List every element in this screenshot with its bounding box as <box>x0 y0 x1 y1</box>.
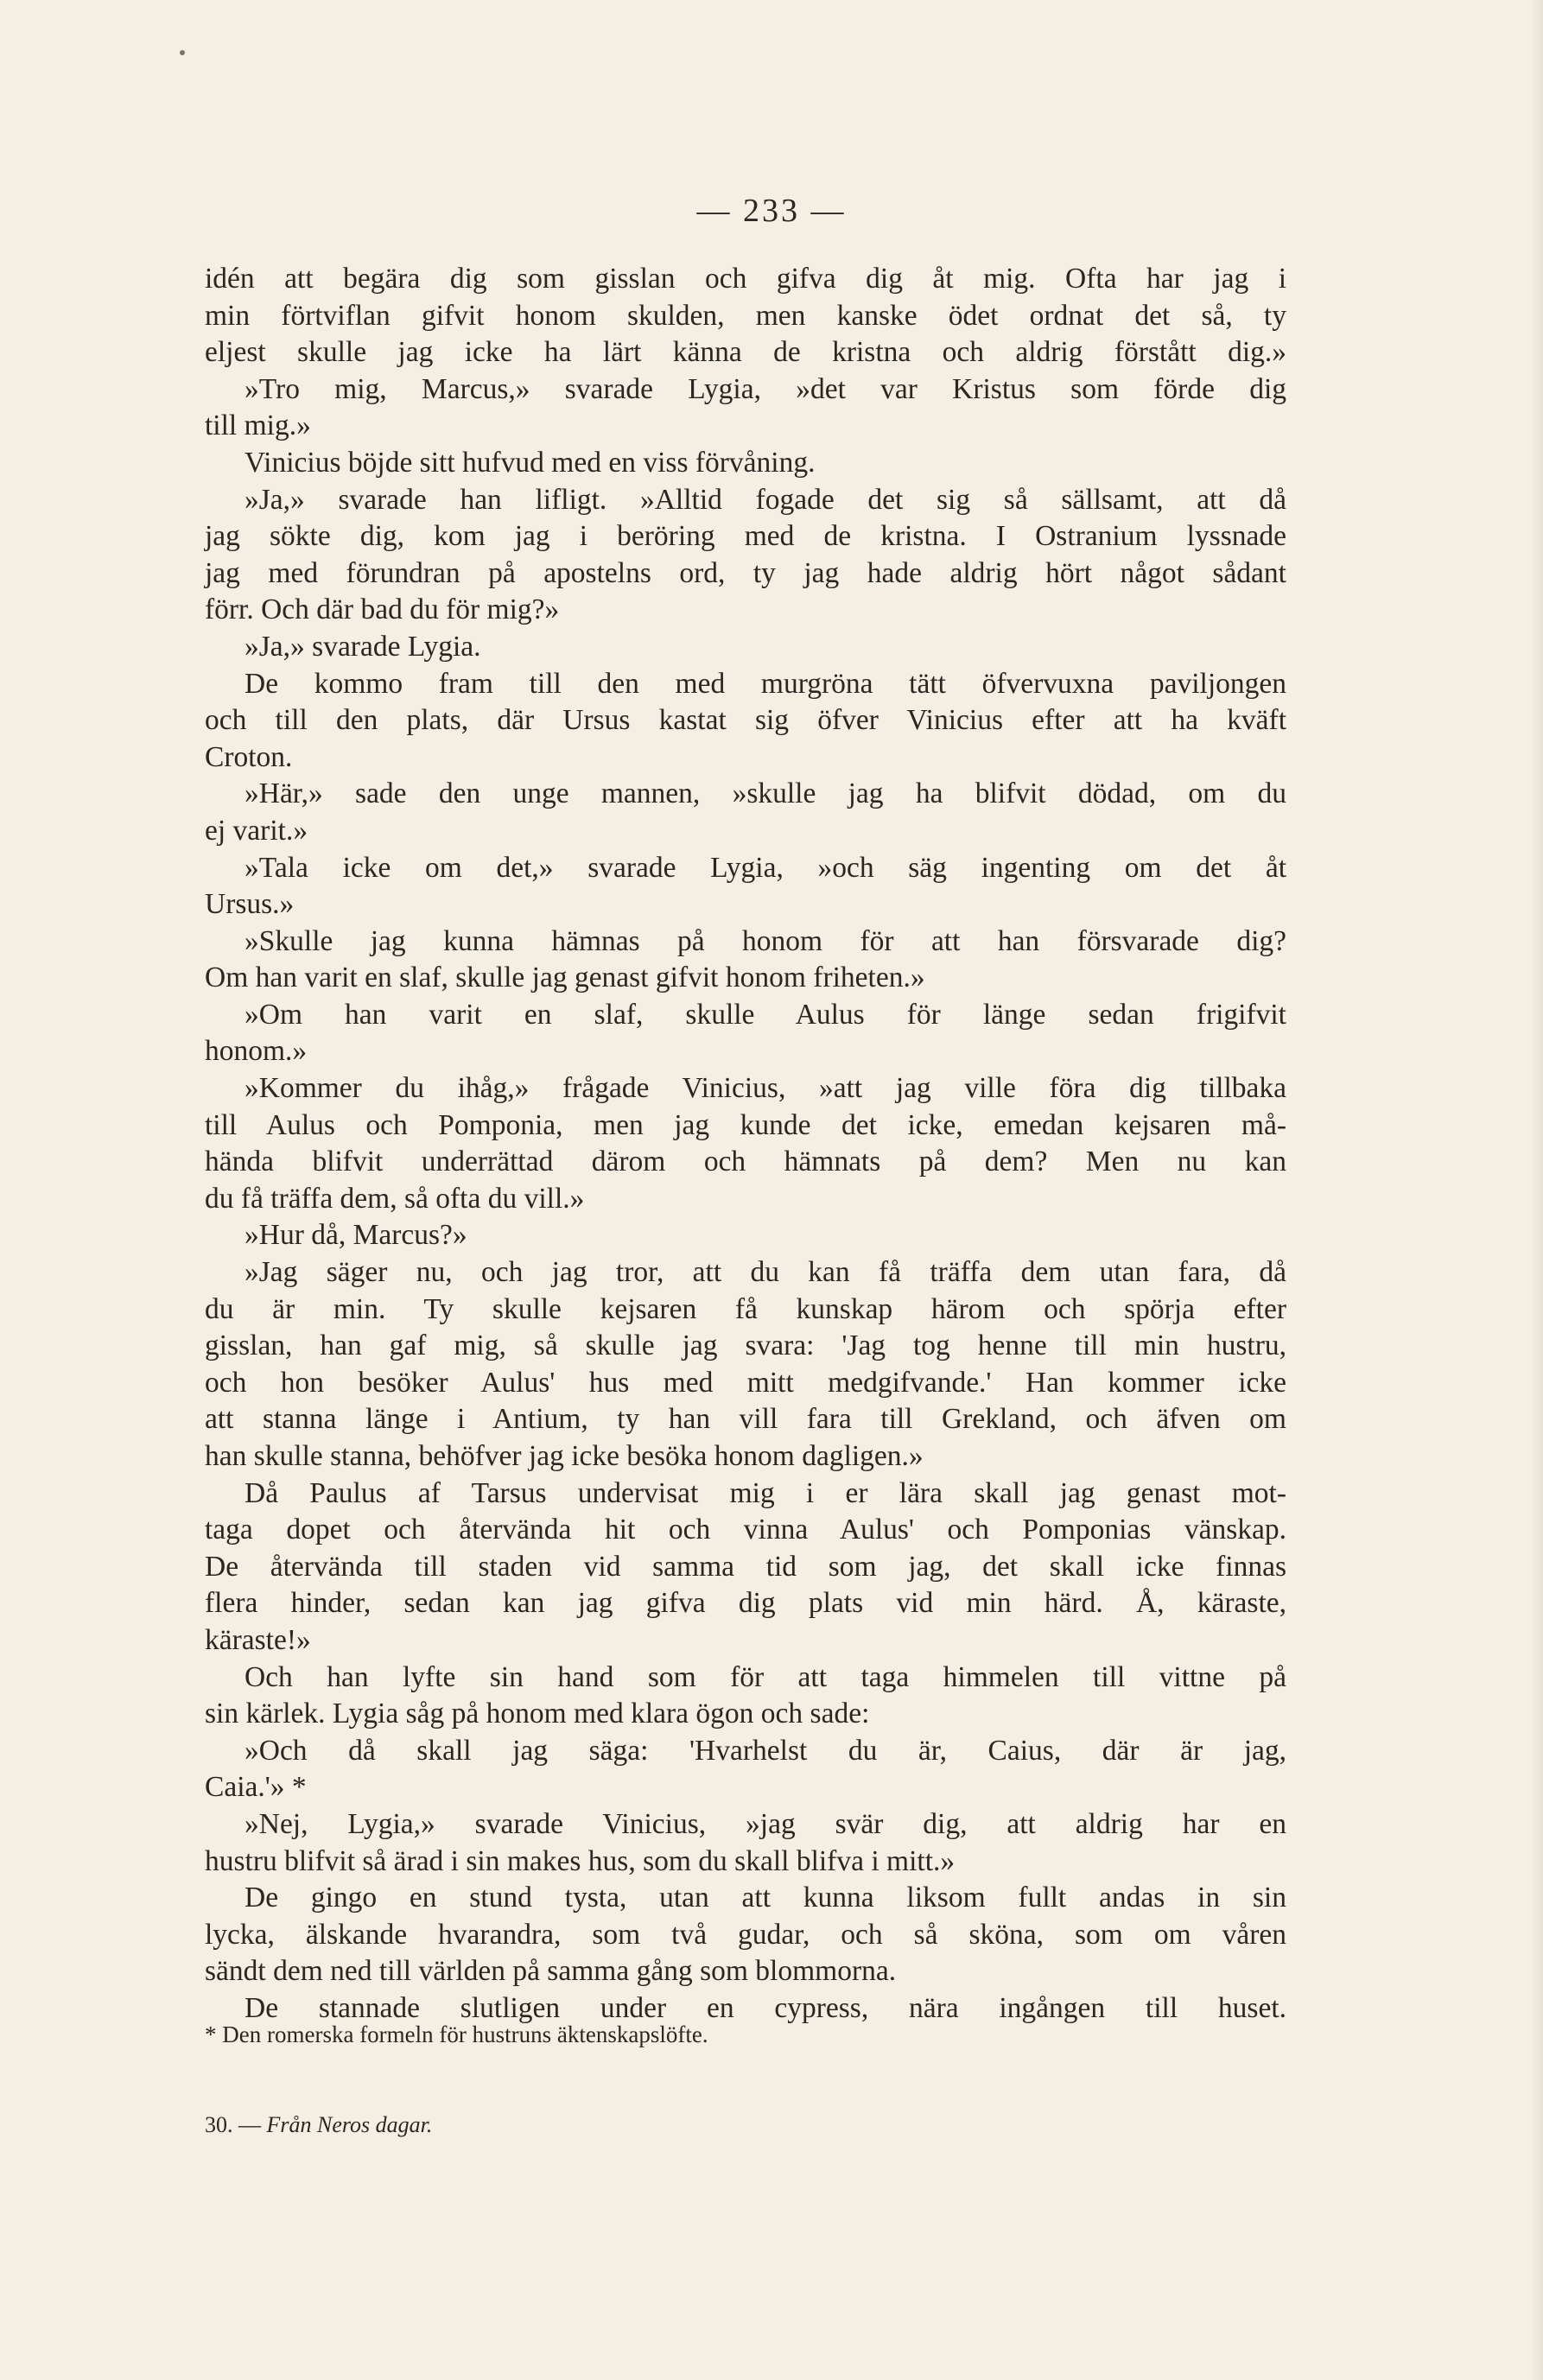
text-line: Om han varit en slaf, skulle jag genast gifvit honom friheten.» <box>205 962 925 994</box>
signature-sheet-number: 30. <box>205 2112 233 2137</box>
text-line: eljest skulle jag icke ha lärt känna de kristna och aldrig förstått dig.» <box>205 336 1286 369</box>
signature-book-title: Från Neros dagar. <box>266 2112 433 2137</box>
text-line: Vinicius böjde sitt hufvud med en viss förvåning. <box>244 446 816 479</box>
text-line: sändt dem ned till världen på samma gång som blommorna. <box>205 1955 897 1988</box>
text-line: lycka, älskande hvarandra, som två gudar, och så sköna, som om våren <box>205 1918 1286 1951</box>
text-line: De återvända till staden vid samma tid som jag, det skall icke finnas <box>205 1550 1286 1583</box>
text-line: De gingo en stund tysta, utan att kunna liksom fullt andas in sin <box>244 1882 1286 1914</box>
text-line: De stannade slutligen under en cypress, nära ingången till huset. <box>244 1991 1286 2024</box>
text-line: Då Paulus af Tarsus undervisat mig i er lära skall jag genast mot- <box>244 1476 1286 1509</box>
text-line: »Tro mig, Marcus,» svarade Lygia, »det var Kristus som förde dig <box>244 372 1286 405</box>
text-line: idén att begära dig som gisslan och gifva dig åt mig. Ofta har jag i <box>205 263 1286 295</box>
body-text <box>205 261 1286 2028</box>
text-line: till mig.» <box>205 409 311 442</box>
text-line: min förtviflan gifvit honom skulden, men kanske ödet ordnat det så, ty <box>205 299 1286 332</box>
text-line: »Kommer du ihåg,» frågade Vinicius, »att jag ville föra dig tillbaka <box>244 1072 1286 1105</box>
printer-signature <box>205 2108 432 2142</box>
text-line: »Och då skall jag säga: 'Hvarhelst du är, Caius, där är jag, <box>244 1734 1286 1767</box>
text-line: »Ja,» svarade han lifligt. »Alltid fogade det sig så sällsamt, att då <box>244 483 1286 516</box>
text-line: »Hur då, Marcus?» <box>244 1219 467 1252</box>
text-line: käraste!» <box>205 1623 311 1656</box>
text-line: »Här,» sade den unge mannen, »skulle jag ha blifvit dödad, om du <box>244 777 1286 810</box>
text-line: ej varit.» <box>205 814 308 847</box>
text-line: Och han lyfte sin hand som för att taga himmelen till vittne på <box>244 1660 1286 1693</box>
text-line: och till den plats, där Ursus kastat sig öfver Vinicius efter att ha kväft <box>205 704 1286 737</box>
text-line: Ursus.» <box>205 888 295 921</box>
text-line: gisslan, han gaf mig, så skulle jag svara: 'Jag tog henne till min hustru, <box>205 1330 1286 1362</box>
text-line: förr. Och där bad du för mig?» <box>205 593 560 626</box>
text-line: han skulle stanna, behöfver jag icke besöka honom dagligen.» <box>205 1440 924 1472</box>
text-line: »Tala icke om det,» svarade Lygia, »och säg ingenting om det åt <box>244 851 1286 884</box>
signature-dash: — <box>238 2112 261 2137</box>
text-line: du är min. Ty skulle kejsaren få kunskap härom och spörja efter <box>205 1292 1286 1325</box>
ink-speck <box>180 50 185 55</box>
text-line: jag sökte dig, kom jag i beröring med de kristna. I Ostranium lyssnade <box>205 520 1286 553</box>
page-edge-shadow <box>1531 0 1543 2380</box>
text-line: hända blifvit underrättad därom och hämnats på dem? Men nu kan <box>205 1146 1286 1178</box>
page-number: — 233 — <box>696 193 847 229</box>
text-line: Caia.'» * <box>205 1771 307 1804</box>
text-line: De kommo fram till den med murgröna tätt öfvervuxna paviljongen <box>244 667 1286 700</box>
text-line: »Om han varit en slaf, skulle Aulus för länge sedan frigifvit <box>244 998 1286 1031</box>
text-line: Croton. <box>205 740 293 773</box>
text-line: jag med förundran på apostelns ord, ty jag hade aldrig hört något sådant <box>205 556 1286 589</box>
text-line: och hon besöker Aulus' hus med mitt medgifvande.' Han kommer icke <box>205 1366 1286 1399</box>
text-line: »Nej, Lygia,» svarade Vinicius, »jag svär dig, att aldrig har en <box>244 1807 1286 1840</box>
text-line: »Skulle jag kunna hämnas på honom för att han försvarade dig? <box>244 924 1286 957</box>
text-line: du få träffa dem, så ofta du vill.» <box>205 1182 585 1215</box>
text-line: att stanna länge i Antium, ty han vill fara till Grekland, och äfven om <box>205 1403 1286 1436</box>
text-line: »Jag säger nu, och jag tror, att du kan få träffa dem utan fara, då <box>244 1256 1286 1289</box>
text-line: till Aulus och Pomponia, men jag kunde det icke, emedan kejsaren må- <box>205 1108 1286 1141</box>
text-line: sin kärlek. Lygia såg på honom med klara ögon och sade: <box>205 1698 870 1730</box>
footnote: * Den romerska formeln för hustruns äktenskapslöfte. <box>205 2021 708 2047</box>
text-line: flera hinder, sedan kan jag gifva dig plats vid min härd. Å, käraste, <box>205 1587 1286 1620</box>
text-line: hustru blifvit så ärad i sin makes hus, som du skall blifva i mitt.» <box>205 1844 956 1877</box>
text-line: honom.» <box>205 1035 308 1068</box>
text-line: »Ja,» svarade Lygia. <box>244 630 481 663</box>
text-line: taga dopet och återvända hit och vinna Aulus' och Pomponias vänskap. <box>205 1514 1286 1546</box>
